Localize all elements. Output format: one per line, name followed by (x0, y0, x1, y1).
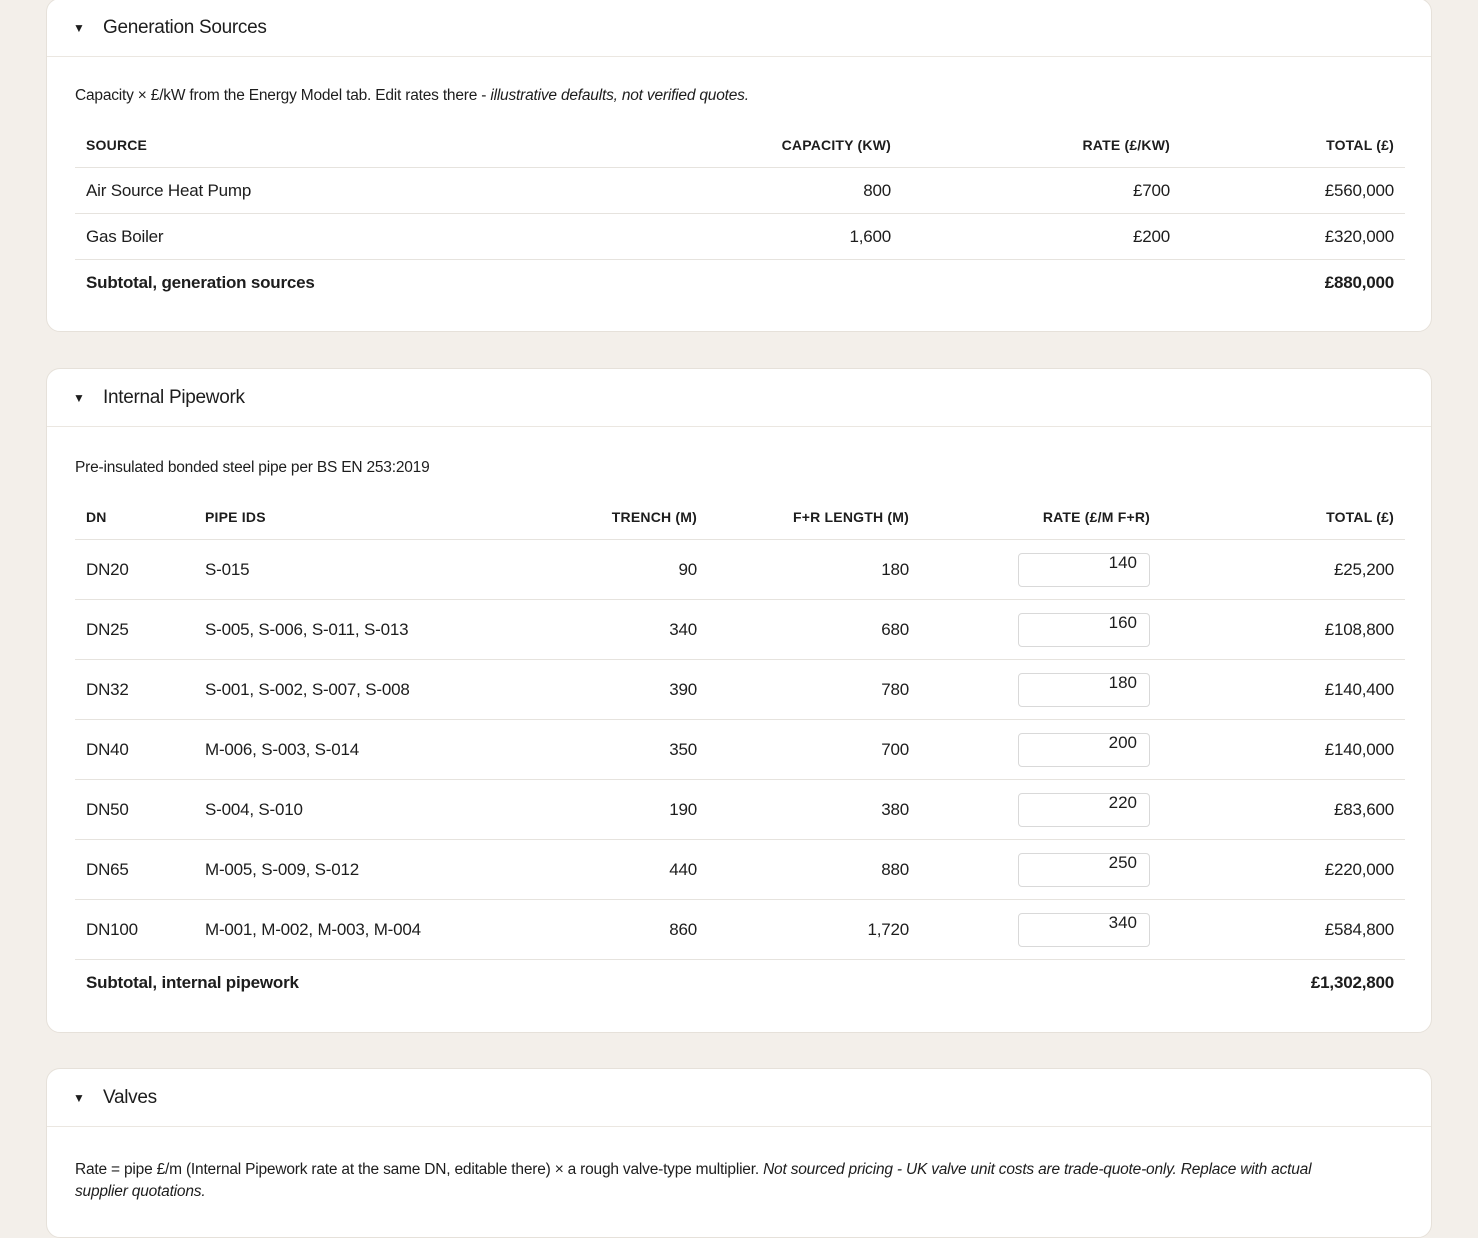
trench-cell: 340 (566, 600, 708, 660)
col-total: TOTAL (£) (1161, 495, 1405, 540)
capacity-cell: 1,600 (617, 214, 902, 260)
col-source: SOURCE (75, 123, 617, 168)
dn-cell: DN65 (75, 840, 194, 900)
subtotal-row (75, 960, 1405, 1007)
pipe-ids-cell: S-004, S-010 (194, 780, 566, 840)
generation-table (75, 123, 1405, 305)
table-header-row (75, 495, 1405, 540)
table-row (75, 600, 1405, 660)
dn-cell: DN50 (75, 780, 194, 840)
rate-input[interactable] (1018, 673, 1150, 707)
rate-input[interactable] (1018, 613, 1150, 647)
pipe-ids-cell: S-005, S-006, S-011, S-013 (194, 600, 566, 660)
length-cell: 700 (708, 720, 920, 780)
col-rate: RATE (£/KW) (902, 123, 1181, 168)
table-header-row (75, 123, 1405, 168)
section-title: Valves (103, 1086, 157, 1108)
total-cell: £140,000 (1161, 720, 1405, 780)
dn-cell: DN25 (75, 600, 194, 660)
total-cell: £560,000 (1181, 168, 1405, 214)
note-text: Rate = pipe £/m (Internal Pipework rate at the same DN, editable there) × a rough valve-type multiplier. (75, 1161, 764, 1178)
rate-input[interactable] (1018, 913, 1150, 947)
table-row (75, 540, 1405, 600)
dn-cell: DN32 (75, 660, 194, 720)
rate-cell: £200 (902, 214, 1181, 260)
caret-down-icon[interactable]: ▼ (73, 20, 85, 35)
col-trench: TRENCH (M) (566, 495, 708, 540)
total-cell: £140,400 (1161, 660, 1405, 720)
valves-header[interactable] (47, 1069, 1431, 1127)
length-cell: 680 (708, 600, 920, 660)
table-row (75, 214, 1405, 260)
rate-input[interactable] (1018, 793, 1150, 827)
length-cell: 1,720 (708, 900, 920, 960)
dn-cell: DN40 (75, 720, 194, 780)
table-row (75, 168, 1405, 214)
table-row (75, 780, 1405, 840)
trench-cell: 390 (566, 660, 708, 720)
trench-cell: 860 (566, 900, 708, 960)
rate-input[interactable] (1018, 733, 1150, 767)
dn-cell: DN100 (75, 900, 194, 960)
generation-sources-header[interactable] (47, 0, 1431, 57)
section-note (75, 85, 1359, 107)
rate-input[interactable] (1018, 553, 1150, 587)
table-row (75, 840, 1405, 900)
trench-cell: 90 (566, 540, 708, 600)
table-row (75, 720, 1405, 780)
pipe-ids-cell: M-005, S-009, S-012 (194, 840, 566, 900)
length-cell: 780 (708, 660, 920, 720)
dn-cell: DN20 (75, 540, 194, 600)
table-row (75, 900, 1405, 960)
length-cell: 880 (708, 840, 920, 900)
note-italic: illustrative defaults, not verified quotes. (490, 87, 749, 104)
source-cell: Gas Boiler (75, 214, 617, 260)
caret-down-icon[interactable]: ▼ (73, 390, 85, 405)
subtotal-label: Subtotal, internal pipework (86, 973, 299, 992)
total-cell: £220,000 (1161, 840, 1405, 900)
subtotal-value: £880,000 (1324, 272, 1394, 292)
col-capacity: CAPACITY (KW) (617, 123, 902, 168)
valves-card (46, 1068, 1432, 1238)
pipe-ids-cell: M-001, M-002, M-003, M-004 (194, 900, 566, 960)
rate-cell: £700 (902, 168, 1181, 214)
col-dn: DN (75, 495, 194, 540)
section-title: Internal Pipework (103, 386, 245, 408)
subtotal-label: Subtotal, generation sources (86, 272, 315, 292)
pipework-table (75, 495, 1405, 1006)
section-note (75, 1159, 1359, 1203)
col-total: TOTAL (£) (1181, 123, 1405, 168)
trench-cell: 350 (566, 720, 708, 780)
rate-input[interactable] (1018, 853, 1150, 887)
subtotal-value: £1,302,800 (1310, 973, 1394, 992)
section-note: Pre-insulated bonded steel pipe per BS EN 253:2019 (75, 459, 430, 476)
pipe-ids-cell: M-006, S-003, S-014 (194, 720, 566, 780)
subtotal-row (75, 260, 1405, 306)
table-row (75, 660, 1405, 720)
note-italic: Not sourced pricing - UK valve unit costs are trade-quote-only. Replace with actual supplier quotations. (75, 1161, 1312, 1200)
col-length: F+R LENGTH (M) (708, 495, 920, 540)
col-pipe-ids: PIPE IDS (194, 495, 566, 540)
note-text: Capacity × £/kW from the Energy Model tab. Edit rates there - (75, 87, 491, 104)
pipe-ids-cell: S-001, S-002, S-007, S-008 (194, 660, 566, 720)
col-rate: RATE (£/M F+R) (920, 495, 1161, 540)
internal-pipework-header[interactable] (47, 369, 1431, 427)
length-cell: 380 (708, 780, 920, 840)
generation-sources-card (46, 0, 1432, 332)
capacity-cell: 800 (617, 168, 902, 214)
source-cell: Air Source Heat Pump (75, 168, 617, 214)
total-cell: £108,800 (1161, 600, 1405, 660)
length-cell: 180 (708, 540, 920, 600)
pipe-ids-cell: S-015 (194, 540, 566, 600)
trench-cell: 190 (566, 780, 708, 840)
caret-down-icon[interactable]: ▼ (73, 1090, 85, 1105)
trench-cell: 440 (566, 840, 708, 900)
total-cell: £25,200 (1161, 540, 1405, 600)
total-cell: £584,800 (1161, 900, 1405, 960)
section-title: Generation Sources (103, 16, 267, 38)
total-cell: £320,000 (1181, 214, 1405, 260)
total-cell: £83,600 (1161, 780, 1405, 840)
internal-pipework-card (46, 368, 1432, 1033)
